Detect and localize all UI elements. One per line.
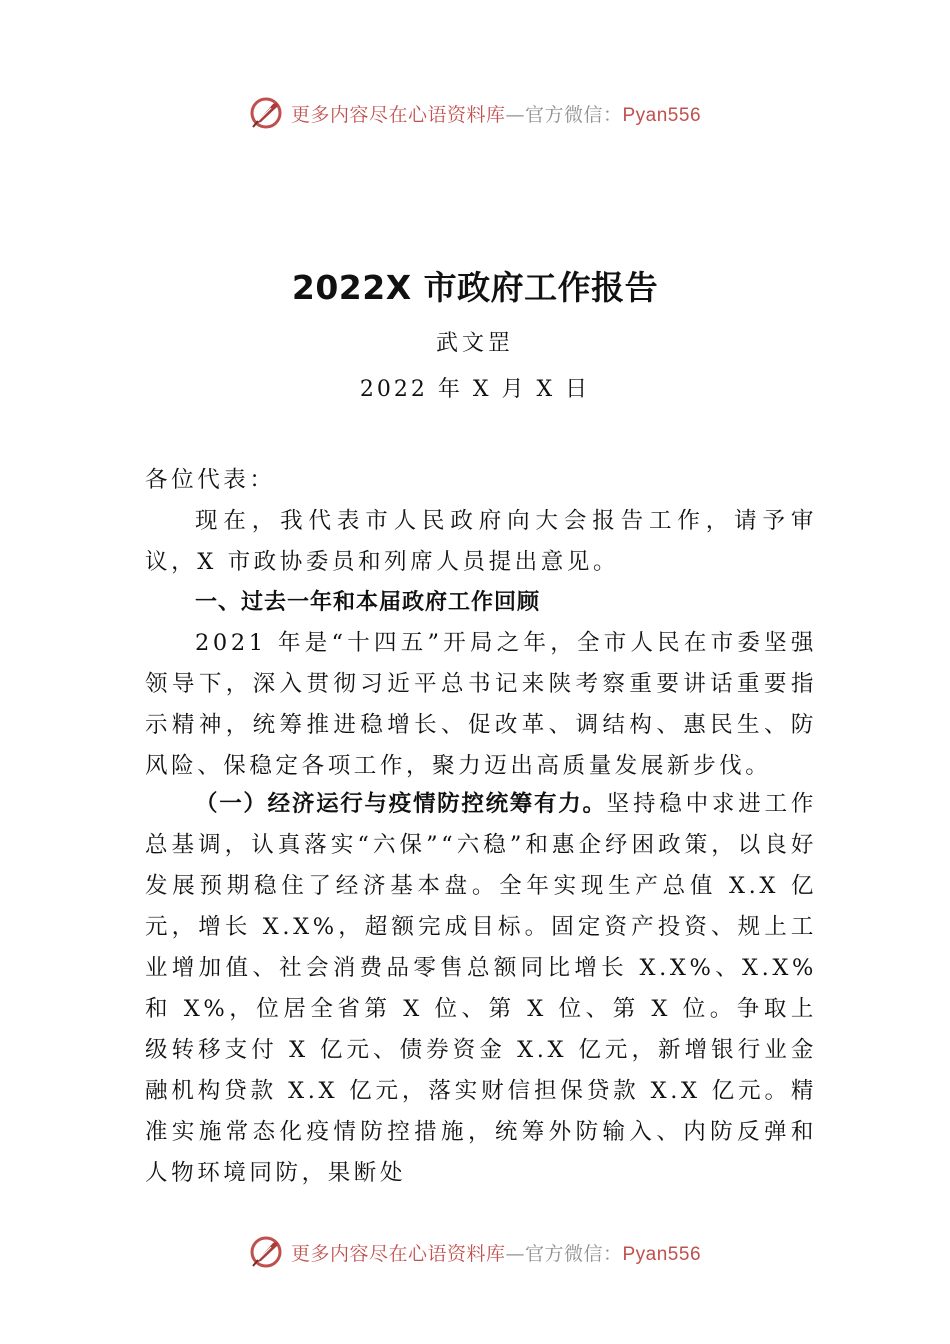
paragraph-3 xyxy=(145,784,817,1194)
document-date: 2022 年 X 月 X 日 xyxy=(359,377,591,402)
footer-banner xyxy=(0,1232,950,1272)
paragraph-2: 2021 年是“十四五”开局之年，全市人民在市委坚强领导下，深入贯彻习近平总书记来陕考察重要讲话重要指示精神，统筹推进稳增长、促改革、调结构、惠民生、防风险、保稳定各项工作，聚力迈出高质量发展新步伐。 xyxy=(145,630,817,779)
paragraph-3-lead: （一）经济运行与疫情防控统筹有力。 xyxy=(195,791,607,817)
footer-banner-wechat-id: Pyan556 xyxy=(622,1243,702,1265)
quill-feather-icon xyxy=(249,96,283,130)
banner-text xyxy=(291,100,701,127)
banner-wechat-label: 官方微信： xyxy=(524,103,623,126)
paragraph-1: 现在，我代表市人民政府向大会报告工作，请予审议，X 市政协委员和列席人员提出意见。 xyxy=(145,508,817,575)
banner-main-text: 更多内容尽在心语资料库 xyxy=(290,103,506,126)
banner-wechat-id: Pyan556 xyxy=(622,104,702,126)
quill-feather-icon xyxy=(249,1235,283,1269)
document-title: 2022X 市政府工作报告 xyxy=(291,268,659,307)
footer-banner-wechat-label: 官方微信： xyxy=(524,1242,623,1265)
salutation: 各位代表： xyxy=(145,467,276,493)
document-author: 武文罡 xyxy=(435,331,514,356)
banner-separator: — xyxy=(505,103,525,126)
section-heading-1: 一、过去一年和本届政府工作回顾 xyxy=(195,590,541,615)
paragraph-3-body: 坚持稳中求进工作总基调，认真落实“六保”“六稳”和惠企纾困政策，以良好发展预期稳住了经济基本盘。全年实现生产总值 X.X 亿元，增长 X.X%，超额完成目标。固定资产投资、规上工业增加值、社会消费品零售总额同比增长 X.X%、X.X%和 X%，位居全省第 X 位、第 X 位、第 X 位。争取上级转移支付 X 亿元、债券资金 X.X 亿元，新增银行业金融机构贷款 X.X 亿元，落实财信担保贷款 X.X 亿元。精准实施常态化疫情防控措施，统筹外防输入、内防反弹和人物环境同防，果断处 xyxy=(145,791,817,1186)
footer-banner-main-text: 更多内容尽在心语资料库 xyxy=(290,1242,506,1265)
footer-banner-separator: — xyxy=(505,1242,525,1265)
footer-banner-text xyxy=(291,1239,701,1266)
header-banner xyxy=(0,93,950,133)
